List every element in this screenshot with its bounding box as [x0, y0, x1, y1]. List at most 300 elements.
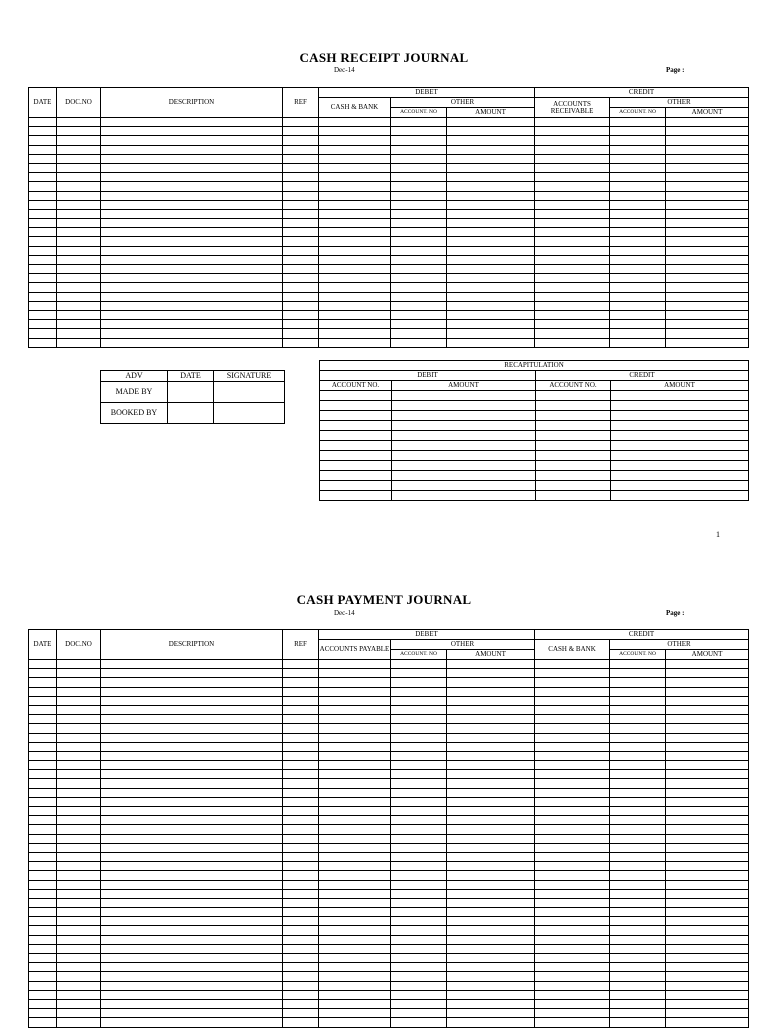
entry-cell[interactable]: [447, 687, 535, 696]
entry-cell[interactable]: [320, 461, 392, 471]
entry-cell[interactable]: [29, 209, 57, 218]
entry-cell[interactable]: [536, 391, 611, 401]
entry-cell[interactable]: [447, 852, 535, 861]
entry-cell[interactable]: [319, 705, 391, 714]
entry-cell[interactable]: [447, 779, 535, 788]
entry-cell[interactable]: [29, 981, 57, 990]
entry-cell[interactable]: [101, 779, 283, 788]
booked-by-signature-cell[interactable]: [214, 403, 285, 424]
entry-cell[interactable]: [101, 678, 283, 687]
entry-cell[interactable]: [391, 898, 447, 907]
entry-cell[interactable]: [666, 265, 749, 274]
entry-cell[interactable]: [29, 972, 57, 981]
entry-cell[interactable]: [666, 118, 749, 127]
entry-cell[interactable]: [666, 990, 749, 999]
entry-cell[interactable]: [29, 191, 57, 200]
entry-cell[interactable]: [392, 451, 536, 461]
entry-cell[interactable]: [319, 779, 391, 788]
entry-cell[interactable]: [610, 715, 666, 724]
made-by-date-cell[interactable]: [168, 382, 214, 403]
entry-cell[interactable]: [666, 705, 749, 714]
entry-cell[interactable]: [666, 173, 749, 182]
entry-cell[interactable]: [610, 191, 666, 200]
entry-cell[interactable]: [320, 401, 392, 411]
entry-cell[interactable]: [535, 751, 610, 760]
entry-cell[interactable]: [101, 127, 283, 136]
entry-cell[interactable]: [535, 705, 610, 714]
entry-cell[interactable]: [319, 1018, 391, 1027]
entry-cell[interactable]: [666, 136, 749, 145]
entry-cell[interactable]: [57, 678, 101, 687]
entry-cell[interactable]: [101, 852, 283, 861]
entry-cell[interactable]: [447, 807, 535, 816]
entry-cell[interactable]: [666, 908, 749, 917]
entry-cell[interactable]: [319, 200, 391, 209]
entry-cell[interactable]: [610, 219, 666, 228]
entry-cell[interactable]: [391, 687, 447, 696]
entry-cell[interactable]: [391, 246, 447, 255]
entry-cell[interactable]: [447, 255, 535, 264]
entry-cell[interactable]: [447, 999, 535, 1008]
entry-cell[interactable]: [283, 770, 319, 779]
entry-cell[interactable]: [29, 163, 57, 172]
entry-cell[interactable]: [29, 715, 57, 724]
entry-cell[interactable]: [447, 816, 535, 825]
entry-cell[interactable]: [101, 733, 283, 742]
entry-cell[interactable]: [392, 491, 536, 501]
entry-cell[interactable]: [101, 797, 283, 806]
entry-cell[interactable]: [283, 163, 319, 172]
entry-cell[interactable]: [29, 228, 57, 237]
entry-cell[interactable]: [283, 944, 319, 953]
entry-cell[interactable]: [57, 173, 101, 182]
entry-cell[interactable]: [101, 338, 283, 347]
entry-cell[interactable]: [57, 237, 101, 246]
entry-cell[interactable]: [666, 825, 749, 834]
entry-cell[interactable]: [391, 237, 447, 246]
entry-cell[interactable]: [101, 265, 283, 274]
entry-cell[interactable]: [666, 715, 749, 724]
entry-cell[interactable]: [535, 963, 610, 972]
entry-cell[interactable]: [535, 871, 610, 880]
entry-cell[interactable]: [320, 411, 392, 421]
entry-cell[interactable]: [319, 163, 391, 172]
entry-cell[interactable]: [319, 862, 391, 871]
entry-cell[interactable]: [101, 898, 283, 907]
entry-cell[interactable]: [283, 182, 319, 191]
entry-cell[interactable]: [319, 843, 391, 852]
entry-cell[interactable]: [666, 852, 749, 861]
entry-cell[interactable]: [29, 908, 57, 917]
entry-cell[interactable]: [610, 807, 666, 816]
entry-cell[interactable]: [610, 852, 666, 861]
entry-cell[interactable]: [283, 852, 319, 861]
entry-cell[interactable]: [29, 843, 57, 852]
entry-cell[interactable]: [610, 843, 666, 852]
entry-cell[interactable]: [536, 451, 611, 461]
entry-cell[interactable]: [447, 127, 535, 136]
entry-cell[interactable]: [57, 283, 101, 292]
entry-cell[interactable]: [535, 724, 610, 733]
entry-cell[interactable]: [447, 265, 535, 274]
entry-cell[interactable]: [319, 660, 391, 669]
entry-cell[interactable]: [283, 136, 319, 145]
entry-cell[interactable]: [29, 898, 57, 907]
entry-cell[interactable]: [283, 990, 319, 999]
entry-cell[interactable]: [610, 880, 666, 889]
entry-cell[interactable]: [283, 935, 319, 944]
entry-cell[interactable]: [666, 880, 749, 889]
entry-cell[interactable]: [57, 200, 101, 209]
entry-cell[interactable]: [29, 320, 57, 329]
entry-cell[interactable]: [283, 972, 319, 981]
entry-cell[interactable]: [101, 981, 283, 990]
entry-cell[interactable]: [319, 329, 391, 338]
entry-cell[interactable]: [283, 797, 319, 806]
entry-cell[interactable]: [447, 660, 535, 669]
entry-cell[interactable]: [536, 431, 611, 441]
entry-cell[interactable]: [320, 471, 392, 481]
entry-cell[interactable]: [57, 136, 101, 145]
entry-cell[interactable]: [666, 127, 749, 136]
entry-cell[interactable]: [666, 274, 749, 283]
entry-cell[interactable]: [319, 935, 391, 944]
entry-cell[interactable]: [57, 898, 101, 907]
entry-cell[interactable]: [283, 779, 319, 788]
entry-cell[interactable]: [101, 751, 283, 760]
entry-cell[interactable]: [447, 118, 535, 127]
entry-cell[interactable]: [283, 191, 319, 200]
entry-cell[interactable]: [319, 963, 391, 972]
entry-cell[interactable]: [535, 301, 610, 310]
entry-cell[interactable]: [610, 871, 666, 880]
entry-cell[interactable]: [535, 191, 610, 200]
entry-cell[interactable]: [29, 301, 57, 310]
entry-cell[interactable]: [610, 889, 666, 898]
entry-cell[interactable]: [391, 283, 447, 292]
entry-cell[interactable]: [101, 329, 283, 338]
entry-cell[interactable]: [57, 696, 101, 705]
entry-cell[interactable]: [666, 320, 749, 329]
entry-cell[interactable]: [610, 935, 666, 944]
entry-cell[interactable]: [666, 742, 749, 751]
entry-cell[interactable]: [319, 751, 391, 760]
entry-cell[interactable]: [283, 981, 319, 990]
entry-cell[interactable]: [447, 145, 535, 154]
entry-cell[interactable]: [535, 972, 610, 981]
entry-cell[interactable]: [391, 779, 447, 788]
entry-cell[interactable]: [283, 338, 319, 347]
entry-cell[interactable]: [29, 182, 57, 191]
entry-cell[interactable]: [610, 292, 666, 301]
entry-cell[interactable]: [283, 705, 319, 714]
entry-cell[interactable]: [101, 944, 283, 953]
entry-cell[interactable]: [101, 908, 283, 917]
entry-cell[interactable]: [101, 917, 283, 926]
entry-cell[interactable]: [610, 182, 666, 191]
entry-cell[interactable]: [101, 696, 283, 705]
entry-cell[interactable]: [535, 228, 610, 237]
entry-cell[interactable]: [283, 843, 319, 852]
entry-cell[interactable]: [283, 310, 319, 319]
entry-cell[interactable]: [29, 779, 57, 788]
entry-cell[interactable]: [535, 687, 610, 696]
entry-cell[interactable]: [283, 926, 319, 935]
entry-cell[interactable]: [29, 862, 57, 871]
entry-cell[interactable]: [391, 292, 447, 301]
entry-cell[interactable]: [391, 999, 447, 1008]
entry-cell[interactable]: [319, 871, 391, 880]
entry-cell[interactable]: [391, 825, 447, 834]
entry-cell[interactable]: [29, 788, 57, 797]
entry-cell[interactable]: [610, 338, 666, 347]
entry-cell[interactable]: [319, 310, 391, 319]
entry-cell[interactable]: [610, 908, 666, 917]
entry-cell[interactable]: [283, 118, 319, 127]
entry-cell[interactable]: [610, 145, 666, 154]
entry-cell[interactable]: [391, 228, 447, 237]
entry-cell[interactable]: [535, 237, 610, 246]
entry-cell[interactable]: [535, 908, 610, 917]
entry-cell[interactable]: [283, 715, 319, 724]
entry-cell[interactable]: [610, 834, 666, 843]
entry-cell[interactable]: [610, 678, 666, 687]
entry-cell[interactable]: [535, 669, 610, 678]
entry-cell[interactable]: [535, 283, 610, 292]
entry-cell[interactable]: [101, 871, 283, 880]
entry-cell[interactable]: [610, 163, 666, 172]
entry-cell[interactable]: [535, 320, 610, 329]
entry-cell[interactable]: [535, 935, 610, 944]
entry-cell[interactable]: [101, 191, 283, 200]
entry-cell[interactable]: [610, 862, 666, 871]
entry-cell[interactable]: [101, 173, 283, 182]
entry-cell[interactable]: [57, 329, 101, 338]
entry-cell[interactable]: [283, 329, 319, 338]
entry-cell[interactable]: [610, 301, 666, 310]
entry-cell[interactable]: [283, 898, 319, 907]
entry-cell[interactable]: [391, 669, 447, 678]
entry-cell[interactable]: [101, 954, 283, 963]
entry-cell[interactable]: [535, 797, 610, 806]
entry-cell[interactable]: [535, 862, 610, 871]
entry-cell[interactable]: [101, 136, 283, 145]
entry-cell[interactable]: [57, 972, 101, 981]
entry-cell[interactable]: [610, 209, 666, 218]
entry-cell[interactable]: [319, 1009, 391, 1018]
entry-cell[interactable]: [535, 889, 610, 898]
made-by-signature-cell[interactable]: [214, 382, 285, 403]
entry-cell[interactable]: [392, 411, 536, 421]
entry-cell[interactable]: [610, 917, 666, 926]
entry-cell[interactable]: [283, 825, 319, 834]
entry-cell[interactable]: [535, 834, 610, 843]
entry-cell[interactable]: [611, 471, 749, 481]
entry-cell[interactable]: [319, 283, 391, 292]
entry-cell[interactable]: [666, 1009, 749, 1018]
entry-cell[interactable]: [392, 471, 536, 481]
entry-cell[interactable]: [447, 954, 535, 963]
entry-cell[interactable]: [283, 696, 319, 705]
entry-cell[interactable]: [391, 862, 447, 871]
entry-cell[interactable]: [101, 145, 283, 154]
entry-cell[interactable]: [391, 696, 447, 705]
entry-cell[interactable]: [391, 917, 447, 926]
entry-cell[interactable]: [29, 990, 57, 999]
entry-cell[interactable]: [283, 880, 319, 889]
entry-cell[interactable]: [57, 301, 101, 310]
entry-cell[interactable]: [283, 274, 319, 283]
entry-cell[interactable]: [391, 761, 447, 770]
entry-cell[interactable]: [447, 788, 535, 797]
entry-cell[interactable]: [319, 834, 391, 843]
entry-cell[interactable]: [447, 761, 535, 770]
entry-cell[interactable]: [57, 687, 101, 696]
entry-cell[interactable]: [666, 779, 749, 788]
entry-cell[interactable]: [535, 981, 610, 990]
entry-cell[interactable]: [57, 163, 101, 172]
entry-cell[interactable]: [447, 990, 535, 999]
entry-cell[interactable]: [391, 163, 447, 172]
entry-cell[interactable]: [29, 852, 57, 861]
entry-cell[interactable]: [283, 301, 319, 310]
entry-cell[interactable]: [320, 431, 392, 441]
entry-cell[interactable]: [610, 329, 666, 338]
entry-cell[interactable]: [29, 246, 57, 255]
entry-cell[interactable]: [610, 136, 666, 145]
entry-cell[interactable]: [447, 200, 535, 209]
entry-cell[interactable]: [610, 742, 666, 751]
entry-cell[interactable]: [283, 219, 319, 228]
entry-cell[interactable]: [391, 816, 447, 825]
entry-cell[interactable]: [283, 660, 319, 669]
entry-cell[interactable]: [535, 274, 610, 283]
entry-cell[interactable]: [29, 761, 57, 770]
entry-cell[interactable]: [666, 917, 749, 926]
entry-cell[interactable]: [447, 825, 535, 834]
entry-cell[interactable]: [666, 669, 749, 678]
entry-cell[interactable]: [447, 770, 535, 779]
entry-cell[interactable]: [391, 173, 447, 182]
entry-cell[interactable]: [535, 154, 610, 163]
entry-cell[interactable]: [101, 807, 283, 816]
entry-cell[interactable]: [283, 173, 319, 182]
entry-cell[interactable]: [535, 265, 610, 274]
entry-cell[interactable]: [101, 669, 283, 678]
entry-cell[interactable]: [535, 209, 610, 218]
entry-cell[interactable]: [666, 678, 749, 687]
entry-cell[interactable]: [447, 669, 535, 678]
entry-cell[interactable]: [101, 834, 283, 843]
entry-cell[interactable]: [283, 1018, 319, 1027]
entry-cell[interactable]: [57, 265, 101, 274]
entry-cell[interactable]: [666, 761, 749, 770]
entry-cell[interactable]: [391, 715, 447, 724]
entry-cell[interactable]: [29, 742, 57, 751]
entry-cell[interactable]: [447, 862, 535, 871]
entry-cell[interactable]: [57, 834, 101, 843]
entry-cell[interactable]: [666, 926, 749, 935]
entry-cell[interactable]: [57, 724, 101, 733]
entry-cell[interactable]: [57, 807, 101, 816]
entry-cell[interactable]: [29, 816, 57, 825]
entry-cell[interactable]: [319, 228, 391, 237]
entry-cell[interactable]: [319, 733, 391, 742]
entry-cell[interactable]: [319, 797, 391, 806]
entry-cell[interactable]: [666, 338, 749, 347]
entry-cell[interactable]: [611, 441, 749, 451]
entry-cell[interactable]: [611, 421, 749, 431]
entry-cell[interactable]: [101, 770, 283, 779]
entry-cell[interactable]: [535, 329, 610, 338]
entry-cell[interactable]: [666, 310, 749, 319]
entry-cell[interactable]: [535, 852, 610, 861]
entry-cell[interactable]: [666, 770, 749, 779]
entry-cell[interactable]: [535, 1018, 610, 1027]
entry-cell[interactable]: [29, 219, 57, 228]
entry-cell[interactable]: [29, 917, 57, 926]
entry-cell[interactable]: [57, 816, 101, 825]
entry-cell[interactable]: [319, 182, 391, 191]
entry-cell[interactable]: [391, 209, 447, 218]
entry-cell[interactable]: [666, 1018, 749, 1027]
entry-cell[interactable]: [611, 481, 749, 491]
entry-cell[interactable]: [319, 173, 391, 182]
entry-cell[interactable]: [535, 678, 610, 687]
entry-cell[interactable]: [101, 118, 283, 127]
entry-cell[interactable]: [29, 807, 57, 816]
entry-cell[interactable]: [535, 145, 610, 154]
entry-cell[interactable]: [319, 825, 391, 834]
entry-cell[interactable]: [391, 320, 447, 329]
entry-cell[interactable]: [536, 401, 611, 411]
entry-cell[interactable]: [319, 136, 391, 145]
entry-cell[interactable]: [666, 228, 749, 237]
entry-cell[interactable]: [666, 981, 749, 990]
entry-cell[interactable]: [319, 889, 391, 898]
entry-cell[interactable]: [29, 889, 57, 898]
entry-cell[interactable]: [283, 669, 319, 678]
entry-cell[interactable]: [392, 461, 536, 471]
entry-cell[interactable]: [447, 310, 535, 319]
entry-cell[interactable]: [319, 118, 391, 127]
entry-cell[interactable]: [319, 338, 391, 347]
entry-cell[interactable]: [611, 391, 749, 401]
entry-cell[interactable]: [319, 237, 391, 246]
entry-cell[interactable]: [320, 491, 392, 501]
entry-cell[interactable]: [319, 852, 391, 861]
entry-cell[interactable]: [535, 816, 610, 825]
entry-cell[interactable]: [319, 742, 391, 751]
entry-cell[interactable]: [283, 292, 319, 301]
entry-cell[interactable]: [447, 908, 535, 917]
entry-cell[interactable]: [57, 825, 101, 834]
entry-cell[interactable]: [283, 889, 319, 898]
entry-cell[interactable]: [392, 481, 536, 491]
entry-cell[interactable]: [283, 733, 319, 742]
entry-cell[interactable]: [391, 788, 447, 797]
entry-cell[interactable]: [391, 889, 447, 898]
entry-cell[interactable]: [610, 990, 666, 999]
entry-cell[interactable]: [101, 990, 283, 999]
entry-cell[interactable]: [57, 191, 101, 200]
entry-cell[interactable]: [319, 788, 391, 797]
entry-cell[interactable]: [57, 908, 101, 917]
entry-cell[interactable]: [536, 471, 611, 481]
entry-cell[interactable]: [319, 807, 391, 816]
entry-cell[interactable]: [535, 127, 610, 136]
entry-cell[interactable]: [666, 862, 749, 871]
